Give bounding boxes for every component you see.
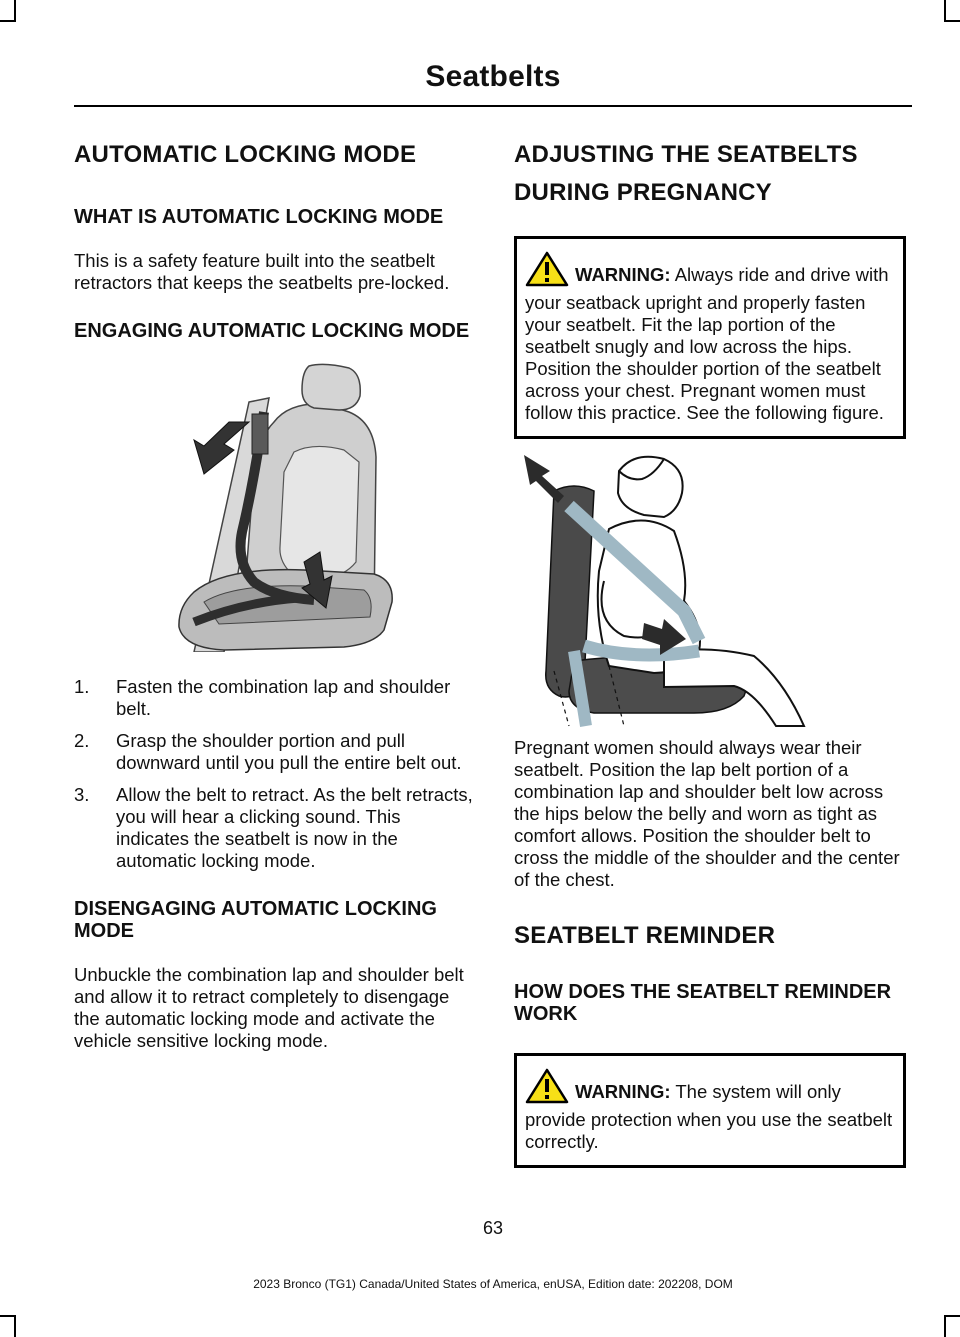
seat-belt-figure bbox=[74, 362, 474, 652]
header-divider bbox=[74, 105, 912, 107]
warning-triangle-icon bbox=[525, 1068, 569, 1109]
page-title: Seatbelts bbox=[425, 60, 561, 93]
section-heading-pregnancy-2: DURING PREGNANCY bbox=[514, 179, 772, 206]
subheading-how-reminder: HOW DOES THE SEATBELT REMINDER WORK bbox=[514, 981, 892, 1025]
crop-mark bbox=[944, 1315, 960, 1317]
edition-footer: 2023 Bronco (TG1) Canada/United States of America, enUSA, Edition date: 202208, DOM bbox=[253, 1277, 733, 1291]
list-item: 1. Fasten the combination lap and shoulder belt. bbox=[74, 676, 451, 719]
paragraph-what-is: This is a safety feature built into the seatbelt retractors that keeps the seatbelts pre-locked. bbox=[74, 250, 450, 293]
subheading-disengaging: DISENGAGING AUTOMATIC LOCKING MODE bbox=[74, 898, 437, 942]
paragraph-pregnant-women: Pregnant women should always wear their seatbelt. Position the lap belt portion of a combination lap and shoulder belt low across the hips below the belly and worn as tight as comfort allows. Position the shoulder belt to cross the middle of the shoulder and the center of the chest. bbox=[514, 737, 900, 890]
list-item: 2. Grasp the shoulder portion and pull downward until you pull the entire belt out. bbox=[74, 730, 462, 773]
section-heading-pregnancy: ADJUSTING THE SEATBELTS bbox=[514, 141, 858, 168]
warning-box-reminder: WARNING: The system will only provide protection when you use the seatbelt correctly. bbox=[514, 1053, 906, 1168]
crop-mark bbox=[944, 1315, 946, 1337]
section-heading-automatic-locking: AUTOMATIC LOCKING MODE bbox=[74, 141, 417, 168]
pregnancy-belt-figure bbox=[514, 451, 906, 731]
crop-mark bbox=[0, 1315, 16, 1317]
subheading-what-is: WHAT IS AUTOMATIC LOCKING MODE bbox=[74, 206, 444, 228]
paragraph-disengaging: Unbuckle the combination lap and shoulder belt and allow it to retract completely to disengage the automatic locking mode and activate the vehicle sensitive locking mode. bbox=[74, 964, 464, 1051]
crop-mark bbox=[944, 20, 960, 22]
crop-mark bbox=[944, 0, 946, 22]
list-item: 3. Allow the belt to retract. As the belt retracts, you will hear a clicking sound. This indicates the seatbelt is now in the automatic locking mode. bbox=[74, 784, 473, 871]
left-column bbox=[74, 140, 474, 1052]
section-heading-reminder: SEATBELT REMINDER bbox=[514, 922, 776, 949]
steps-list bbox=[74, 676, 474, 872]
subheading-engaging: ENGAGING AUTOMATIC LOCKING MODE bbox=[74, 320, 470, 342]
right-column bbox=[514, 140, 906, 1168]
warning-triangle-icon bbox=[525, 251, 569, 292]
crop-mark bbox=[14, 1315, 16, 1337]
crop-mark bbox=[14, 0, 16, 22]
page-number: 63 bbox=[482, 1218, 504, 1238]
crop-mark bbox=[0, 20, 16, 22]
warning-box-pregnancy: WARNING: Always ride and drive with your seatback upright and properly fasten your seatbelt. Fit the lap portion of the seatbelt snugly and low across the hips. Position the shoulder portion of the seatbelt across your chest. Pregnant women must follow this practice. See the following figure. bbox=[514, 236, 906, 439]
